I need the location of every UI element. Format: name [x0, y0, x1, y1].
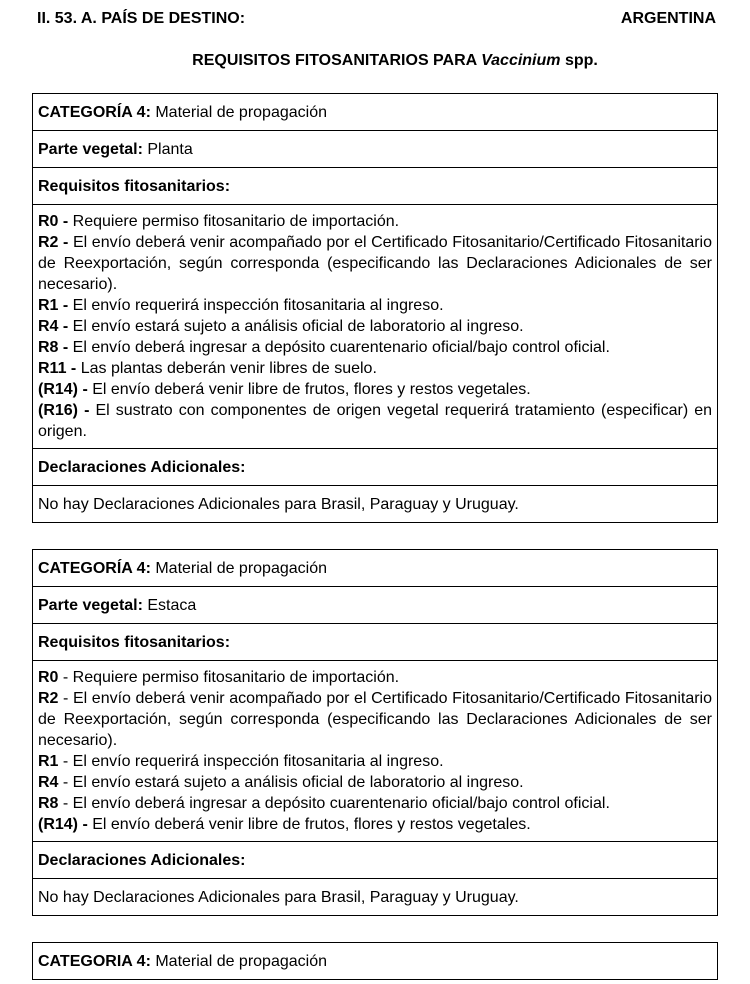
- requirement-item: [38, 751, 712, 772]
- additional-declarations-row: [33, 486, 718, 523]
- requirement-code: R1: [38, 753, 59, 770]
- requirements-list: [33, 205, 718, 449]
- plant-part-value: Estaca: [142, 596, 197, 614]
- category-value: Material de propagación: [150, 103, 327, 121]
- requirements-list: [33, 661, 718, 842]
- requirement-item: [38, 211, 712, 232]
- requirement-text: El envío deberá venir acompañado por el Certificado Fitosanitario/Certificado Fitosanitario de Reexportación, según corresponda (especificando las Declaraciones Adicionales de ser necesario).: [38, 234, 713, 293]
- requirement-text: Las plantas deberán venir libres de suelo.: [76, 360, 377, 377]
- document-title: [0, 52, 750, 70]
- additional-declarations-text: No hay Declaraciones Adicionales para Brasil, Paraguay y Uruguay.: [38, 495, 519, 513]
- title-suffix: spp.: [560, 52, 598, 69]
- requirements-heading-row: [33, 624, 718, 661]
- plant-part-label: Parte vegetal:: [38, 140, 143, 158]
- plant-part-label: Parte vegetal:: [38, 596, 143, 614]
- category-label: CATEGORIA 4:: [38, 952, 151, 970]
- additional-declarations-row: [33, 879, 718, 916]
- requirement-code: R4: [38, 774, 59, 791]
- requirement-code: (R16) -: [38, 402, 90, 419]
- category-label: CATEGORÍA 4:: [38, 559, 151, 577]
- requirement-item: [38, 379, 712, 400]
- requirement-item: [38, 688, 712, 751]
- requirement-code: R11 -: [38, 360, 77, 377]
- requirement-code: (R14) -: [38, 381, 88, 398]
- requirement-code: R2: [38, 690, 59, 707]
- plant-part-row: [33, 131, 718, 168]
- requirement-text: - El envío requerirá inspección fitosanitaria al ingreso.: [58, 753, 444, 770]
- requirement-item: [38, 232, 712, 295]
- plant-part-value: Planta: [142, 140, 193, 158]
- requirement-code: R8 -: [38, 339, 69, 356]
- requirement-item: [38, 295, 712, 316]
- requirement-code: R1 -: [38, 297, 69, 314]
- requirement-code: R2 -: [38, 234, 69, 251]
- requirement-code: R0: [38, 669, 59, 686]
- requirement-text: El envío deberá venir libre de frutos, flores y restos vegetales.: [87, 816, 531, 833]
- requirement-item: [38, 814, 712, 835]
- requirement-text: El envío deberá ingresar a depósito cuarentenario oficial/bajo control oficial.: [68, 339, 610, 356]
- title-genus: Vaccinium: [481, 52, 561, 69]
- title-prefix: REQUISITOS FITOSANITARIOS PARA: [192, 52, 482, 69]
- requirement-text: - El envío estará sujeto a análisis oficial de laboratorio al ingreso.: [58, 774, 524, 791]
- requirements-heading: Requisitos fitosanitarios:: [38, 177, 231, 195]
- requirement-item: [38, 772, 712, 793]
- requirement-text: El envío estará sujeto a análisis oficial de laboratorio al ingreso.: [68, 318, 524, 335]
- additional-declarations-heading-row: [33, 449, 718, 486]
- requirement-code: R0 -: [38, 213, 69, 230]
- category-value: Material de propagación: [150, 952, 327, 970]
- requirement-item: [38, 400, 712, 442]
- category-value: Material de propagación: [150, 559, 327, 577]
- category-row: [33, 550, 718, 587]
- requirements-table-estaca: [32, 549, 718, 916]
- requirement-code: R8: [38, 795, 59, 812]
- requirement-text: El envío requerirá inspección fitosanitaria al ingreso.: [68, 297, 444, 314]
- plant-part-row: [33, 587, 718, 624]
- additional-declarations-text: No hay Declaraciones Adicionales para Brasil, Paraguay y Uruguay.: [38, 888, 519, 906]
- requirement-text: Requiere permiso fitosanitario de importación.: [68, 213, 400, 230]
- requirements-heading: Requisitos fitosanitarios:: [38, 633, 231, 651]
- requirement-text: - Requiere permiso fitosanitario de importación.: [58, 669, 400, 686]
- destination-section-label: II. 53. A. PAÍS DE DESTINO:: [37, 10, 246, 27]
- requirement-item: [38, 358, 712, 379]
- requirement-text: El envío deberá venir libre de frutos, flores y restos vegetales.: [87, 381, 531, 398]
- destination-country: ARGENTINA: [620, 10, 716, 27]
- additional-declarations-heading: Declaraciones Adicionales:: [38, 458, 246, 476]
- page-header: [37, 10, 716, 32]
- category-row: [33, 943, 718, 980]
- category-row: [33, 94, 718, 131]
- requirement-item: [38, 667, 712, 688]
- additional-declarations-heading-row: [33, 842, 718, 879]
- requirement-text: - El envío deberá ingresar a depósito cuarentenario oficial/bajo control oficial.: [58, 795, 610, 812]
- requirement-item: [38, 316, 712, 337]
- requirement-text: - El envío deberá venir acompañado por el Certificado Fitosanitario/Certificado Fitosanitario de Reexportación, según corresponda (especificando las Declaraciones Adicionales de ser necesario).: [38, 690, 712, 749]
- requirements-table-partial: [32, 942, 718, 980]
- additional-declarations-heading: Declaraciones Adicionales:: [38, 851, 246, 869]
- requirement-code: (R14) -: [38, 816, 88, 833]
- requirement-code: R4 -: [38, 318, 69, 335]
- requirement-text: El sustrato con componentes de origen vegetal requerirá tratamiento (especificar) en origen.: [38, 402, 713, 440]
- requirements-table-planta: [32, 93, 718, 523]
- category-label: CATEGORÍA 4:: [38, 103, 151, 121]
- requirement-item: [38, 337, 712, 358]
- requirements-heading-row: [33, 168, 718, 205]
- requirement-item: [38, 793, 712, 814]
